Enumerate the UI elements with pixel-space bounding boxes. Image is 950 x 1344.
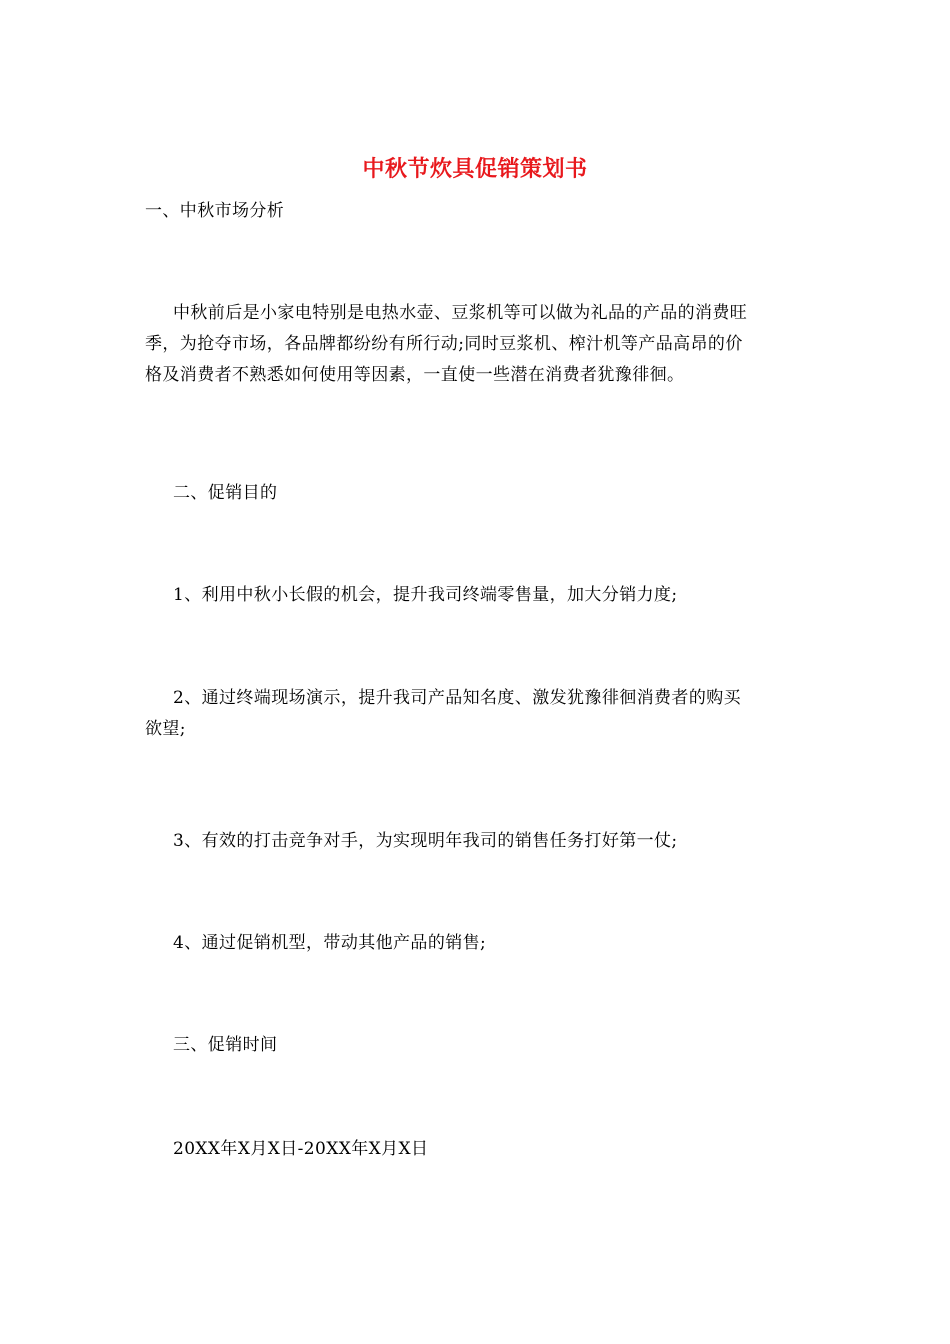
section-heading-promotion-time: 三、促销时间 (173, 1035, 278, 1055)
goal-item-2 (145, 683, 813, 745)
document-title: 中秋节炊具促销策划书 (362, 156, 588, 182)
section-heading-market-analysis: 一、中秋市场分析 (145, 201, 285, 221)
promotion-time-value: 20XX年X月X日-20XX年X月X日 (173, 1139, 429, 1159)
section-heading-promotion-goals: 二、促销目的 (173, 483, 278, 503)
goal-item-1: 1、利用中秋小长假的机会，提升我司终端零售量，加大分销力度; (173, 585, 678, 605)
market-analysis-paragraph (145, 298, 813, 391)
goal-item-4: 4、通过促销机型，带动其他产品的销售; (173, 933, 487, 953)
paragraph-line: 欲望; (145, 719, 186, 739)
paragraph-line: 2、通过终端现场演示，提升我司产品知名度、激发犹豫徘徊消费者的购买 (173, 688, 742, 708)
paragraph-line: 格及消费者不熟悉如何使用等因素，一直使一些潜在消费者犹豫徘徊。 (145, 365, 685, 385)
goal-item-3: 3、有效的打击竞争对手，为实现明年我司的销售任务打好第一仗; (173, 831, 678, 851)
paragraph-line: 中秋前后是小家电特别是电热水壶、豆浆机等可以做为礼品的产品的消费旺 (173, 303, 748, 323)
paragraph-line: 季，为抢夺市场，各品牌都纷纷有所行动;同时豆浆机、榨汁机等产品高昂的价 (145, 334, 743, 354)
